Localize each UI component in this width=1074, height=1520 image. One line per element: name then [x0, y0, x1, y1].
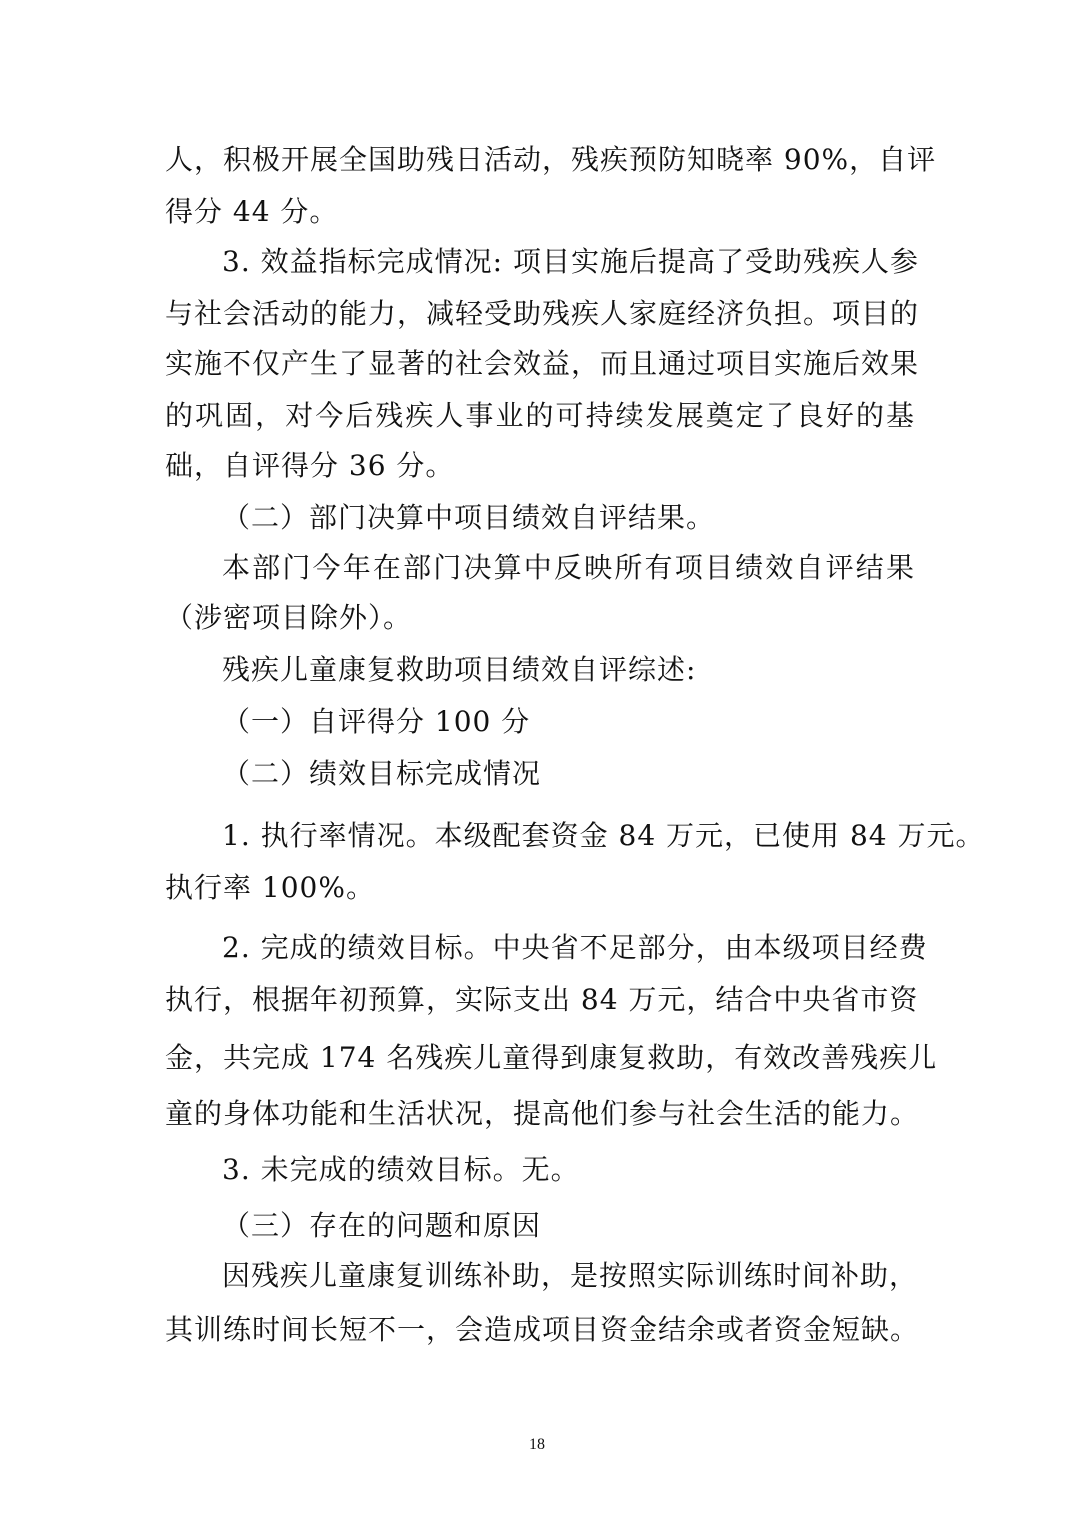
- section-heading: （二）绩效目标完成情况: [222, 757, 542, 790]
- text-line: 得分 44 分。: [165, 195, 339, 228]
- text-line: （涉密项目除外）。: [165, 601, 413, 634]
- section-heading: （三）存在的问题和原因: [222, 1209, 542, 1242]
- section-heading: （二）部门决算中项目绩效自评结果。: [222, 501, 716, 534]
- section-heading: （一）自评得分 100 分: [222, 705, 531, 738]
- text-line: 2. 完成的绩效目标。中央省不足部分，由本级项目经费: [222, 931, 928, 964]
- text-line: 残疾儿童康复救助项目绩效自评综述:: [222, 653, 697, 686]
- page-number: 18: [529, 1436, 545, 1453]
- text-line: 其训练时间长短不一，会造成项目资金结余或者资金短缺。: [165, 1313, 920, 1346]
- text-line: 3. 效益指标完成情况: 项目实施后提高了受助残疾人参: [222, 245, 919, 278]
- text-line: 金，共完成 174 名残疾儿童得到康复救助，有效改善残疾儿: [165, 1041, 938, 1074]
- text-line: 执行，根据年初预算，实际支出 84 万元，结合中央省市资: [165, 983, 919, 1016]
- text-line: 的巩固，对今后残疾人事业的可持续发展奠定了良好的基: [165, 399, 915, 432]
- text-line: 实施不仅产生了显著的社会效益，而且通过项目实施后效果: [165, 347, 920, 380]
- text-line: 人，积极开展全国助残日活动，残疾预防知晓率 90%，自评: [165, 143, 937, 176]
- text-line: 1. 执行率情况。本级配套资金 84 万元，已使用 84 万元。: [222, 819, 985, 852]
- text-line: 因残疾儿童康复训练补助，是按照实际训练时间补助，: [222, 1259, 919, 1292]
- text-line: 与社会活动的能力，减轻受助残疾人家庭经济负担。项目的: [165, 297, 920, 330]
- text-line: 3. 未完成的绩效目标。无。: [222, 1153, 580, 1186]
- text-line: 础，自评得分 36 分。: [165, 449, 455, 482]
- text-line: 本部门今年在部门决算中反映所有项目绩效自评结果: [222, 551, 915, 584]
- text-line: 童的身体功能和生活状况，提高他们参与社会生活的能力。: [165, 1097, 920, 1130]
- text-line: 执行率 100%。: [165, 871, 375, 904]
